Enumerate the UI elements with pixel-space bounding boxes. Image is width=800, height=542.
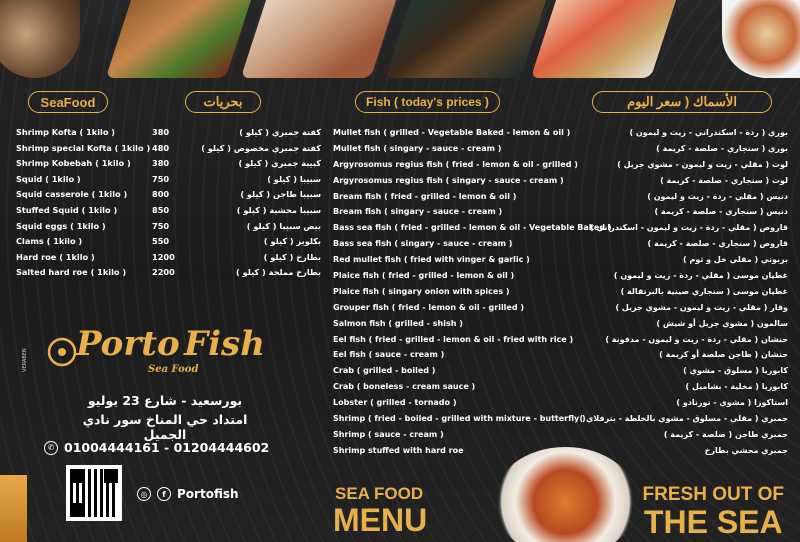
menu-title-line1: SEA FOOD bbox=[335, 484, 424, 503]
seafood-row bbox=[16, 265, 321, 281]
seafood-item-price: 750 bbox=[152, 220, 170, 231]
seafood-item-price: 800 bbox=[152, 189, 170, 200]
asmak-heading: الأسماك ( سعر اليوم bbox=[592, 91, 772, 113]
clams-photo bbox=[0, 0, 80, 78]
fish-item-arabic: دنيس ( مقلي - ردة - زيت و ليمون ) bbox=[647, 191, 788, 201]
fish-item-arabic: غطيان موسى ( مقلي - ردة - زيت و ليمون ) bbox=[613, 271, 788, 281]
fish-row bbox=[333, 332, 788, 348]
fish-item-arabic: جمبري طاجن ( صلصة - كريمة ) bbox=[663, 429, 788, 439]
seafood-row bbox=[16, 219, 321, 235]
fish-item-name: Eel fish ( sauce - cream ) bbox=[333, 350, 445, 360]
menu-title-line2: MENU bbox=[333, 502, 428, 538]
fish-row bbox=[333, 189, 788, 205]
fish-item-name: Mullet fish ( singary - sauce - cream ) bbox=[333, 143, 502, 153]
seafood-row bbox=[16, 234, 321, 250]
facebook-icon[interactable]: f bbox=[157, 487, 171, 501]
seafood-row bbox=[16, 125, 321, 141]
fish-item-arabic: استاكوزا ( مشوي - تورنادو ) bbox=[676, 398, 788, 408]
fish-row bbox=[333, 284, 788, 300]
fish-item-arabic: بربوني ( مقلي خل و ثوم ) bbox=[683, 255, 788, 265]
fish-row bbox=[333, 204, 788, 220]
fish-row bbox=[333, 411, 788, 427]
fresh-line2: THE SEA bbox=[643, 504, 783, 540]
sea-food-menu-title bbox=[333, 485, 427, 536]
fish-item-name: Crab ( boneless - cream sauce ) bbox=[333, 382, 476, 392]
seafood-heading: SeaFood bbox=[28, 91, 108, 113]
seafood-item-name: Shrimp Kobebah ( 1kilo ) bbox=[16, 158, 131, 169]
seafood-item-arabic: كفتة جمبري ( كيلو ) bbox=[239, 127, 321, 137]
fish-row bbox=[333, 157, 788, 173]
fish-item-arabic: غطيان موسى ( سنجاري صينية بالبرتقالة ) bbox=[620, 286, 788, 296]
fish-row bbox=[333, 347, 788, 363]
food-photo-strip bbox=[0, 0, 800, 85]
grilled-fish-photo bbox=[386, 0, 550, 78]
seafood-row bbox=[16, 203, 321, 219]
fish-row bbox=[333, 252, 788, 268]
seafood-item-arabic: سبيبا ( كيلو ) bbox=[267, 173, 321, 184]
fish-item-arabic: حنشان ( مقلي - ردة - زيت و ليمون - مدفونة ) bbox=[605, 334, 788, 344]
instagram-icon[interactable]: ◎ bbox=[137, 487, 151, 501]
fish-row bbox=[333, 363, 788, 379]
seafood-item-arabic: بطارخ ( كيلو ) bbox=[263, 251, 321, 262]
seafood-item-arabic: سبيبا محشية ( كيلو ) bbox=[236, 204, 321, 215]
fish-row bbox=[333, 220, 788, 236]
seafood-dish-photo bbox=[493, 447, 638, 542]
fish-list bbox=[333, 125, 788, 459]
fish-item-arabic: جمبري محشي بطارخ bbox=[704, 445, 788, 455]
fish-row bbox=[333, 379, 788, 395]
fried-fish-photo bbox=[106, 0, 255, 78]
lobster-photo bbox=[531, 0, 680, 78]
fish-item-name: Grouper fish ( fried - lemon & oil - grilled ) bbox=[333, 302, 525, 312]
fish-item-arabic: لوت ( مقلي - زيت و ليمون - مشوي جريل ) bbox=[617, 159, 788, 169]
fish-item-name: Plaice fish ( fried - grilled - lemon & oil ) bbox=[333, 271, 515, 281]
seafood-item-arabic: بكلويز ( كيلو ) bbox=[263, 236, 321, 247]
fish-item-name: Argyrosomus regius fish ( fried - lemon & oil - grilled ) bbox=[333, 159, 578, 169]
seafood-item-name: Squid casserole ( 1kilo ) bbox=[16, 189, 128, 200]
fish-item-name: Shrimp stuffed with hard roe bbox=[333, 445, 464, 455]
seafood-item-price: 480 bbox=[152, 142, 170, 153]
logo-fish: Fish bbox=[184, 324, 265, 364]
fish-item-name: Shrimp ( sauce - cream ) bbox=[333, 429, 444, 439]
social-row bbox=[137, 487, 239, 501]
fish-row bbox=[333, 125, 788, 141]
fish-item-name: Salmon fish ( grilled - shish ) bbox=[333, 318, 463, 328]
fish-item-arabic: بوري ( ردة - اسكندراني - زيت و ليمون ) bbox=[629, 128, 788, 137]
address-line-1: بورسعيد - شارع 23 يوليو bbox=[87, 393, 243, 408]
seafood-row bbox=[16, 156, 321, 172]
fish-item-name: Bream fish ( fried - grilled - lemon & oil ) bbox=[333, 191, 517, 201]
fish-item-arabic: كابوريا ( مخلية - بشاميل ) bbox=[685, 382, 788, 392]
fish-item-arabic: كابوريا ( مسلوق - مشوي ) bbox=[683, 366, 788, 376]
bahriyat-heading: بحريات bbox=[185, 91, 261, 113]
fish-item-name: Bass sea fish ( fried - grilled - lemon & oil - Vegetable Baked ) bbox=[333, 223, 612, 233]
fish-item-name: Plaice fish ( singary onion with spices ) bbox=[333, 286, 510, 296]
fish-item-name: Mullet fish ( grilled - Vegetable Baked - lemon & oil ) bbox=[333, 128, 571, 137]
fish-row bbox=[333, 236, 788, 252]
fish-item-name: Shrimp ( fried - boiled - grilled with mixture - butterfly ) bbox=[333, 414, 586, 424]
seafood-item-price: 1200 bbox=[152, 251, 175, 262]
phone-numbers: 01004444161 - 01204444602 bbox=[64, 440, 270, 455]
seafood-item-name: Squid eggs ( 1kilo ) bbox=[16, 220, 106, 231]
fish-row bbox=[333, 395, 788, 411]
fish-item-name: Lobster ( grilled - tornado ) bbox=[333, 398, 457, 408]
fish-item-name: Argyrosomus regius fish ( singary - sauce - cream ) bbox=[333, 175, 564, 185]
fresh-out-of-sea-title bbox=[643, 485, 784, 538]
seafood-list bbox=[16, 125, 321, 281]
fish-item-arabic: دنيس ( سنجاري - صلصة - كريمة ) bbox=[654, 207, 788, 217]
fish-item-name: Eel fish ( fried - grilled - lemon & oil - fried with rice ) bbox=[333, 334, 574, 344]
phone-row bbox=[44, 440, 269, 455]
seafood-item-price: 850 bbox=[152, 204, 170, 215]
fish-heading: Fish ( today's prices ) bbox=[355, 91, 500, 113]
logo-porto: Porto bbox=[76, 324, 180, 364]
seafood-item-name: Salted hard roe ( 1kilo ) bbox=[16, 267, 127, 278]
address-line-2: امتداد حي المناخ سور نادي الجميل bbox=[82, 412, 248, 442]
fish-fillet-photo bbox=[241, 0, 400, 78]
vertical-credit: VERABEN bbox=[22, 348, 28, 372]
seafood-item-price: 380 bbox=[152, 158, 170, 169]
fish-item-name: Bass sea fish ( singary - sauce - cream ) bbox=[333, 239, 513, 249]
fresh-line1: FRESH OUT OF bbox=[642, 484, 784, 505]
qr-code[interactable] bbox=[66, 465, 122, 521]
fish-item-arabic: قاروص ( مقلي - ردة - زيت و ليمون - اسكندراني ) bbox=[589, 223, 788, 233]
seafood-item-name: Clams ( 1kilo ) bbox=[16, 236, 83, 247]
seafood-item-price: 750 bbox=[152, 173, 170, 184]
fish-item-arabic: وقار ( مقلي - زيت و ليمون - مشوي جريل ) bbox=[615, 302, 788, 312]
seafood-item-name: Shrimp special Kofta ( 1kilo ) bbox=[16, 142, 151, 153]
seafood-item-name: Squid ( 1kilo ) bbox=[16, 173, 81, 184]
fish-item-arabic: سالمون ( مشوي جريل أو شيش ) bbox=[656, 318, 788, 328]
fish-item-arabic: بوري ( سنجاري - صلصة - كريمة ) bbox=[656, 143, 788, 153]
porto-fish-logo bbox=[42, 318, 265, 388]
seafood-item-arabic: بيض سبيبا ( كيلو ) bbox=[246, 220, 321, 231]
phone-icon: ✆ bbox=[44, 441, 58, 455]
seafood-plate-photo bbox=[722, 0, 800, 78]
seafood-row bbox=[16, 172, 321, 188]
fish-item-arabic: لوت ( سنجاري - صلصة - كريمة ) bbox=[660, 175, 788, 185]
seafood-item-arabic: كفتة جمبري مخصوص ( كيلو ) bbox=[201, 142, 321, 153]
fish-item-arabic: جمبري ( مقلي - مسلوق - مشوي بالخلطة - بترفلاي ) bbox=[579, 414, 788, 424]
fish-row bbox=[333, 427, 788, 443]
fish-item-arabic: حنشان ( طاجن صلصة أو كريمة ) bbox=[659, 350, 788, 360]
fish-row bbox=[333, 316, 788, 332]
gold-accent-bar bbox=[0, 475, 27, 542]
fish-row bbox=[333, 173, 788, 189]
fish-item-name: Red mullet fish ( fried with vinger & garlic ) bbox=[333, 255, 530, 265]
seafood-item-arabic: كبيبة جمبري ( كيلو ) bbox=[238, 158, 321, 169]
seafood-item-name: Hard roe ( 1kilo ) bbox=[16, 251, 95, 262]
fish-item-name: Bream fish ( singary - sauce - cream ) bbox=[333, 207, 503, 217]
fish-row bbox=[333, 141, 788, 157]
seafood-row bbox=[16, 187, 321, 203]
fish-row bbox=[333, 300, 788, 316]
seafood-item-arabic: سبيبا طاجن ( كيلو ) bbox=[240, 189, 321, 200]
seafood-row bbox=[16, 250, 321, 266]
seafood-item-arabic: بطارخ مملحة ( كيلو ) bbox=[236, 267, 321, 278]
seafood-item-price: 550 bbox=[152, 236, 170, 247]
fish-row bbox=[333, 268, 788, 284]
fish-item-arabic: قاروص ( سنجاري - صلصة - كريمة ) bbox=[647, 239, 788, 249]
seafood-item-price: 380 bbox=[152, 127, 170, 137]
seafood-item-price: 2200 bbox=[152, 267, 175, 278]
logo-tagline: Sea Food bbox=[148, 364, 199, 375]
social-handle: Portofish bbox=[177, 487, 239, 501]
seafood-row bbox=[16, 141, 321, 157]
seafood-item-name: Shrimp Kofta ( 1kilo ) bbox=[16, 127, 116, 137]
seafood-item-name: Stuffed Squid ( 1kilo ) bbox=[16, 204, 118, 215]
fish-item-name: Crab ( grilled - boiled ) bbox=[333, 366, 436, 376]
